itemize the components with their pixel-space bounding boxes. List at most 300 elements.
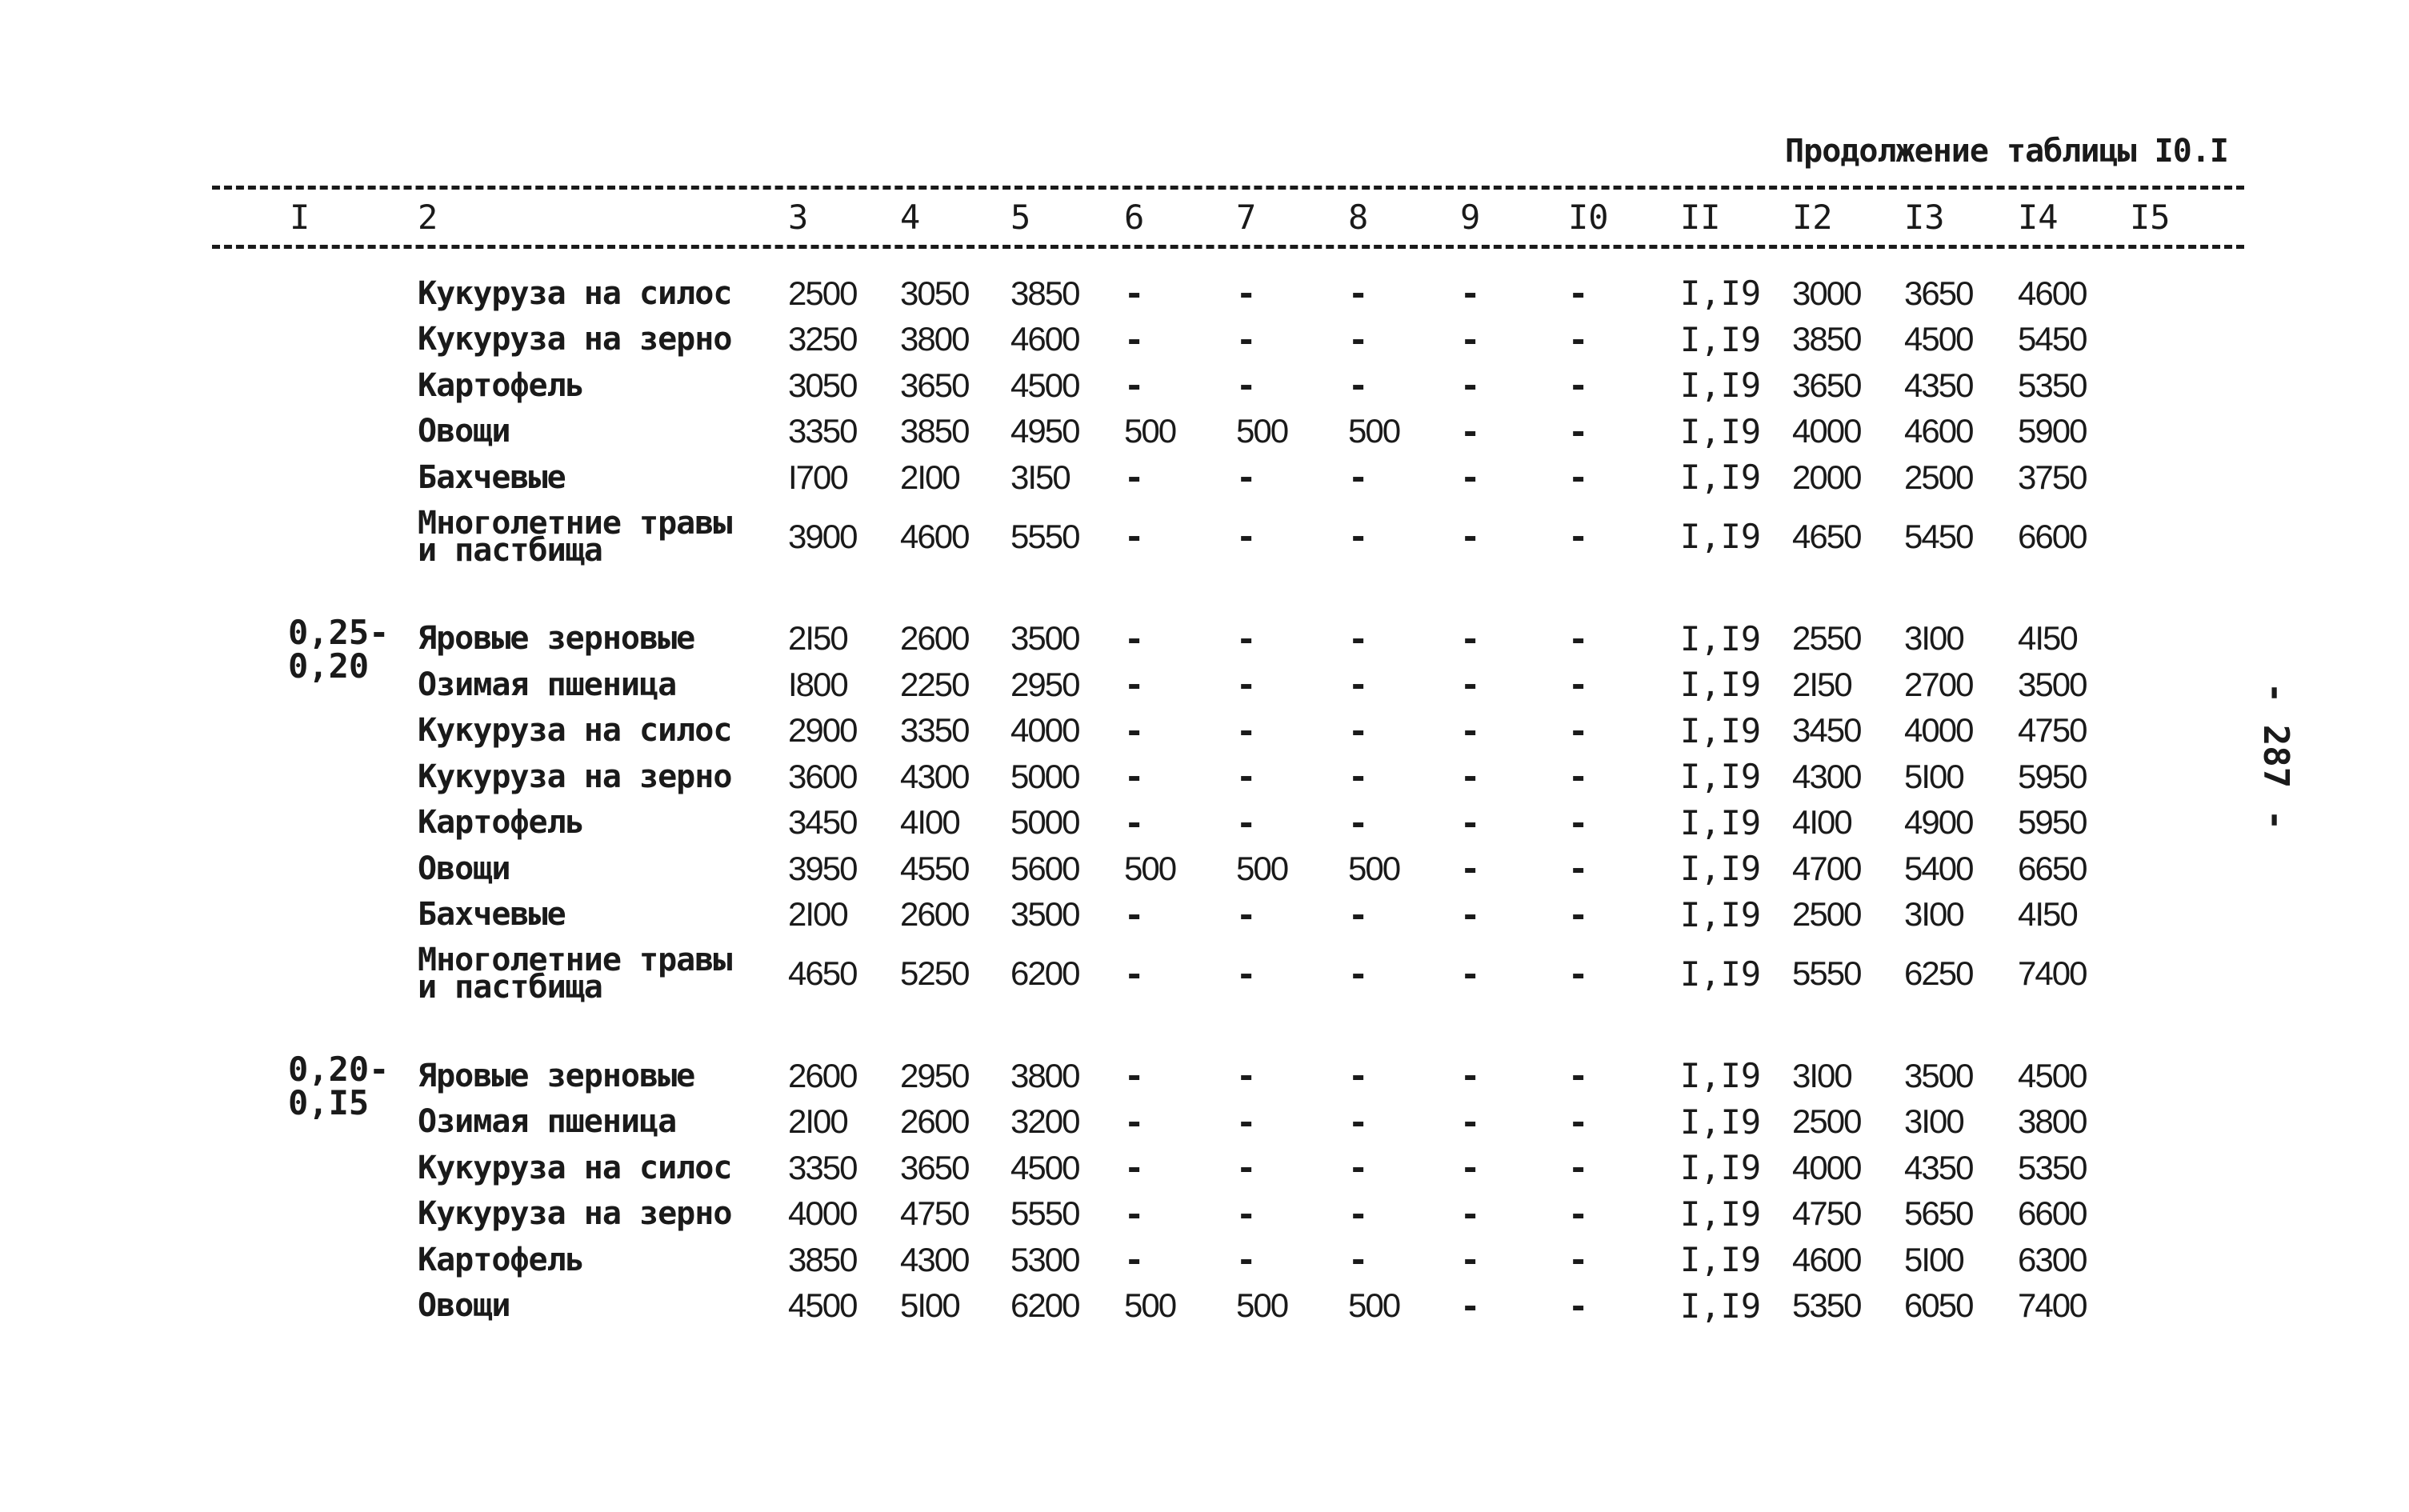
table-cell: 3800 <box>900 320 969 358</box>
table-row <box>0 362 2409 409</box>
table-cell: 5550 <box>1792 954 1861 992</box>
group-range-label: 0,20- 0,I5 <box>288 1050 390 1122</box>
table-cell: 3650 <box>1904 274 1973 312</box>
table-cell: - <box>1236 1102 1257 1142</box>
table-cell: 5000 <box>1010 803 1079 842</box>
table-cell: 2I00 <box>788 1102 847 1141</box>
crop-name-cell: Картофель <box>418 804 584 842</box>
table-cell: 4750 <box>2018 711 2087 750</box>
table-cell: 2500 <box>1792 895 1861 934</box>
table-cell: - <box>1460 1148 1481 1188</box>
crop-name-cell: Яровые зерновые <box>418 1057 695 1094</box>
table-cell: - <box>1348 366 1369 406</box>
table-cell: 3I00 <box>1904 619 1963 658</box>
table-cell: - <box>1460 1056 1481 1096</box>
table-cell: 6250 <box>1904 954 1973 992</box>
table-cell: 4I00 <box>1792 803 1851 842</box>
table-cell: - <box>1460 1286 1481 1326</box>
table-cell: - <box>1460 894 1481 934</box>
table-cell: - <box>1124 1240 1145 1280</box>
table-row <box>0 409 2409 455</box>
column-header: I4 <box>2018 198 2059 237</box>
crop-name-cell: Озимая пшеница <box>418 1103 677 1141</box>
crop-name-cell: Многолетние травы и пастбища <box>418 504 732 569</box>
table-cell: 3950 <box>788 849 857 887</box>
table-row <box>0 800 2409 846</box>
table-cell: 7400 <box>2018 1286 2087 1325</box>
table-cell: - <box>1236 1148 1257 1188</box>
table-cell: I,I9 <box>1680 618 1762 658</box>
table-header-row <box>0 195 2409 240</box>
table-cell: 6600 <box>2018 1194 2087 1233</box>
table-cell: 3350 <box>900 711 969 750</box>
table-cell: - <box>1124 319 1145 359</box>
table-cell: - <box>1236 1194 1257 1234</box>
table-row <box>0 1145 2409 1191</box>
crop-name-cell: Бахчевые <box>418 458 566 496</box>
table-cell: - <box>1236 757 1257 797</box>
table-cell: 5550 <box>1010 517 1079 555</box>
table-cell: 3000 <box>1792 274 1861 312</box>
crop-name-cell: Кукуруза на силос <box>418 1149 732 1186</box>
crop-name-cell: Овощи <box>418 413 510 450</box>
crop-name-cell: Картофель <box>418 1241 584 1278</box>
table-cell: 2950 <box>1010 665 1079 703</box>
table-cell: 500 <box>1348 849 1400 887</box>
table-cell: I,I9 <box>1680 665 1762 705</box>
table-row <box>0 454 2409 501</box>
table-cell: 2I50 <box>1792 665 1851 703</box>
table-cell: 2600 <box>900 619 969 658</box>
table-cell: - <box>1124 366 1145 406</box>
table-cell: 4500 <box>788 1286 857 1325</box>
column-header: 6 <box>1124 198 1145 237</box>
table-cell: - <box>1236 458 1257 498</box>
table-cell: - <box>1460 954 1481 994</box>
table-cell: - <box>1348 458 1369 498</box>
table-cell: 4000 <box>788 1194 857 1233</box>
table-cell: 5950 <box>2018 757 2087 795</box>
table-cell: 500 <box>1348 412 1400 450</box>
table-cell: - <box>1236 319 1257 359</box>
table-cell: 500 <box>1124 849 1176 887</box>
table-cell: I,I9 <box>1680 1240 1762 1280</box>
table-cell: 5I00 <box>900 1286 959 1325</box>
header-bottom-rule <box>212 245 2244 249</box>
crop-name-cell: Бахчевые <box>418 896 566 934</box>
table-cell: - <box>1124 1056 1145 1096</box>
table-cell: 500 <box>1236 849 1288 887</box>
table-cell: 4650 <box>1792 517 1861 555</box>
table-cell: 2I50 <box>788 619 847 658</box>
table-cell: I,I9 <box>1680 710 1762 750</box>
table-cell: - <box>1460 517 1481 556</box>
table-cell: - <box>1348 894 1369 934</box>
table-row <box>0 708 2409 754</box>
column-header: I <box>290 198 310 237</box>
column-header: 9 <box>1460 198 1481 237</box>
table-cell: - <box>1460 458 1481 498</box>
table-cell: I800 <box>788 665 847 703</box>
table-cell: - <box>1348 954 1369 994</box>
table-row <box>0 270 2409 317</box>
table-cell: 500 <box>1124 1286 1176 1325</box>
table-cell: 5000 <box>1010 757 1079 795</box>
table-cell: 4650 <box>788 954 857 992</box>
table-cell: 2500 <box>788 274 857 312</box>
table-cell: 4550 <box>900 849 969 887</box>
table-cell: 4I00 <box>900 803 959 842</box>
table-row <box>0 616 2409 662</box>
table-cell: 2000 <box>1792 458 1861 496</box>
table-cell: 4600 <box>1792 1240 1861 1278</box>
column-header: 3 <box>788 198 809 237</box>
table-cell: 5900 <box>2018 412 2087 450</box>
table-cell: 3500 <box>1904 1056 1973 1094</box>
table-row <box>0 662 2409 708</box>
table-row <box>0 1053 2409 1099</box>
table-cell: 4I50 <box>2018 619 2077 658</box>
table-cell: 4600 <box>900 517 969 555</box>
table-cell: 4500 <box>2018 1056 2087 1094</box>
column-header: 5 <box>1010 198 1031 237</box>
table-cell: - <box>1124 894 1145 934</box>
table-cell: - <box>1124 1194 1145 1234</box>
crop-name-cell: Кукуруза на зерно <box>418 1195 732 1233</box>
table-cell: 2550 <box>1792 619 1861 658</box>
table-cell: 4350 <box>1904 366 1973 404</box>
table-cell: - <box>1460 757 1481 797</box>
table-cell: 3I00 <box>1904 1102 1963 1141</box>
table-cell: 3500 <box>1010 895 1079 934</box>
table-cell: - <box>1460 1102 1481 1142</box>
table-cell: - <box>1124 1102 1145 1142</box>
table-cell: I,I9 <box>1680 894 1762 934</box>
column-header: 2 <box>418 198 438 237</box>
table-cell: - <box>1568 1056 1589 1096</box>
table-cell: - <box>1568 757 1589 797</box>
table-cell: 3650 <box>900 1148 969 1186</box>
column-header: I2 <box>1792 198 1833 237</box>
table-cell: - <box>1460 1240 1481 1280</box>
table-cell: 3250 <box>788 320 857 358</box>
table-cell: 4500 <box>1010 1148 1079 1186</box>
table-cell: - <box>1124 618 1145 658</box>
table-cell: 4500 <box>1010 366 1079 404</box>
table-cell: - <box>1124 710 1145 750</box>
table-cell: 4300 <box>1792 757 1861 795</box>
table-cell: 5350 <box>2018 1148 2087 1186</box>
table-cell: 3850 <box>1010 274 1079 312</box>
crop-name-cell: Овощи <box>418 850 510 887</box>
table-cell: - <box>1460 366 1481 406</box>
table-row <box>0 1191 2409 1238</box>
table-cell: - <box>1568 849 1589 889</box>
table-cell: 5600 <box>1010 849 1079 887</box>
table-cell: I,I9 <box>1680 319 1762 359</box>
table-cell: 3650 <box>1792 366 1861 404</box>
table-cell: - <box>1348 517 1369 556</box>
table-cell: 2950 <box>900 1056 969 1094</box>
table-cell: 5550 <box>1010 1194 1079 1233</box>
table-cell: 4750 <box>900 1194 969 1233</box>
table-cell: 4900 <box>1904 803 1973 842</box>
group-range-label: 0,25- 0,20 <box>288 612 390 686</box>
table-cell: - <box>1568 1240 1589 1280</box>
table-cell: 5250 <box>900 954 969 992</box>
table-cell: 2I00 <box>788 895 847 934</box>
table-cell: 5300 <box>1010 1240 1079 1278</box>
crop-name-cell: Многолетние травы и пастбища <box>418 942 732 1006</box>
table-cell: 6300 <box>2018 1240 2087 1278</box>
table-cell: - <box>1236 665 1257 705</box>
table-cell: 5650 <box>1904 1194 1973 1233</box>
table-cell: I,I9 <box>1680 757 1762 797</box>
table-cell: - <box>1236 710 1257 750</box>
table-cell: 5I00 <box>1904 1240 1963 1278</box>
table-cell: 3600 <box>788 757 857 795</box>
row-group <box>0 612 2409 1010</box>
table-cell: 3I00 <box>1792 1056 1851 1094</box>
table-cell: 2600 <box>788 1056 857 1094</box>
table-cell: 5350 <box>1792 1286 1861 1325</box>
table-cell: - <box>1348 757 1369 797</box>
table-cell: - <box>1568 1148 1589 1188</box>
table-cell: - <box>1348 618 1369 658</box>
table-cell: - <box>1568 1102 1589 1142</box>
table-cell: - <box>1568 802 1589 842</box>
table-cell: - <box>1460 274 1481 314</box>
table-cell: 5450 <box>2018 320 2087 358</box>
table-cell: 2700 <box>1904 665 1973 703</box>
table-cell: - <box>1124 665 1145 705</box>
table-cell: I,I9 <box>1680 1148 1762 1188</box>
table-caption: Продолжение таблицы I0.I <box>1785 133 2228 170</box>
table-cell: 3850 <box>1792 320 1861 358</box>
table-cell: - <box>1124 954 1145 994</box>
table-cell: - <box>1568 618 1589 658</box>
table-cell: 6600 <box>2018 517 2087 555</box>
table-cell: 3850 <box>788 1240 857 1278</box>
table-row <box>0 317 2409 363</box>
table-cell: I700 <box>788 458 847 496</box>
table-cell: - <box>1568 366 1589 406</box>
table-cell: - <box>1460 411 1481 451</box>
table-cell: 3I00 <box>1904 895 1963 934</box>
table-cell: 500 <box>1124 412 1176 450</box>
table-cell: - <box>1568 1194 1589 1234</box>
table-cell: - <box>1348 802 1369 842</box>
table-cell: 3350 <box>788 1148 857 1186</box>
table-row <box>0 1237 2409 1283</box>
table-cell: - <box>1236 274 1257 314</box>
table-cell: - <box>1568 894 1589 934</box>
column-header: I3 <box>1904 198 1945 237</box>
table-cell: I,I9 <box>1680 802 1762 842</box>
table-cell: - <box>1460 1194 1481 1234</box>
table-cell: - <box>1124 1148 1145 1188</box>
table-cell: - <box>1460 849 1481 889</box>
column-header: I5 <box>2130 198 2171 237</box>
table-cell: 6050 <box>1904 1286 1973 1325</box>
table-cell: - <box>1348 1194 1369 1234</box>
table-cell: 6200 <box>1010 954 1079 992</box>
table-body <box>0 270 2409 1329</box>
table-cell: - <box>1568 411 1589 451</box>
table-cell: 3050 <box>788 366 857 404</box>
crop-name-cell: Озимая пшеница <box>418 666 677 703</box>
table-cell: 5450 <box>1904 517 1973 555</box>
table-cell: - <box>1236 1240 1257 1280</box>
table-cell: I,I9 <box>1680 366 1762 406</box>
table-cell: 2600 <box>900 895 969 934</box>
table-cell: 4300 <box>900 1240 969 1278</box>
crop-name-cell: Картофель <box>418 366 584 404</box>
table-cell: I,I9 <box>1680 1102 1762 1142</box>
table-cell: 3800 <box>1010 1056 1079 1094</box>
table-cell: - <box>1568 665 1589 705</box>
table-cell: 3I50 <box>1010 458 1070 496</box>
table-cell: - <box>1568 274 1589 314</box>
table-cell: 2I00 <box>900 458 959 496</box>
table-cell: 4350 <box>1904 1148 1973 1186</box>
table-cell: 4I50 <box>2018 895 2077 934</box>
table-cell: 4600 <box>1904 412 1973 450</box>
table-cell: 4600 <box>2018 274 2087 312</box>
page-number <box>2252 676 2300 836</box>
table-cell: 3450 <box>1792 711 1861 750</box>
table-cell: - <box>1348 1148 1369 1188</box>
table-cell: - <box>1568 1286 1589 1326</box>
table-cell: - <box>1348 710 1369 750</box>
table-cell: I,I9 <box>1680 1194 1762 1234</box>
table-row <box>0 754 2409 800</box>
table-cell: I,I9 <box>1680 1056 1762 1096</box>
table-cell: 3850 <box>900 412 969 450</box>
table-row <box>0 1099 2409 1146</box>
table-cell: 4000 <box>1010 711 1079 750</box>
table-cell: - <box>1348 1102 1369 1142</box>
table-cell: - <box>1460 618 1481 658</box>
table-cell: I,I9 <box>1680 274 1762 314</box>
table-cell: - <box>1568 710 1589 750</box>
table-cell: - <box>1236 802 1257 842</box>
table-cell: - <box>1236 366 1257 406</box>
table-cell: 3750 <box>2018 458 2087 496</box>
table-cell: 3450 <box>788 803 857 842</box>
table-cell: 500 <box>1236 412 1288 450</box>
crop-name-cell: Яровые зерновые <box>418 620 695 658</box>
table-cell: 4000 <box>1792 412 1861 450</box>
table-cell: - <box>1460 319 1481 359</box>
header-top-rule <box>212 186 2244 190</box>
table-cell: - <box>1460 665 1481 705</box>
table-cell: 5400 <box>1904 849 1973 887</box>
table-row <box>0 892 2409 938</box>
row-group <box>0 1050 2409 1329</box>
table-cell: 2500 <box>1904 458 1973 496</box>
table-cell: - <box>1460 710 1481 750</box>
table-cell: 7400 <box>2018 954 2087 992</box>
table-cell: 3800 <box>2018 1102 2087 1141</box>
table-cell: - <box>1236 517 1257 556</box>
table-cell: 500 <box>1236 1286 1288 1325</box>
crop-name-cell: Кукуруза на зерно <box>418 321 732 358</box>
table-row <box>0 846 2409 892</box>
table-cell: 2250 <box>900 665 969 703</box>
table-cell: 5I00 <box>1904 757 1963 795</box>
table-cell: 4750 <box>1792 1194 1861 1233</box>
crop-name-cell: Кукуруза на зерно <box>418 758 732 795</box>
table-cell: 2500 <box>1792 1102 1861 1141</box>
table-cell: - <box>1568 954 1589 994</box>
crop-name-cell: Кукуруза на силос <box>418 274 732 312</box>
table-cell: - <box>1124 274 1145 314</box>
column-header: I0 <box>1568 198 1609 237</box>
table-cell: I,I9 <box>1680 517 1762 556</box>
column-header: II <box>1680 198 1721 237</box>
table-cell: - <box>1124 517 1145 556</box>
table-row <box>0 1283 2409 1330</box>
table-cell: - <box>1236 954 1257 994</box>
table-cell: 3200 <box>1010 1102 1079 1141</box>
table-cell: 4950 <box>1010 412 1079 450</box>
table-cell: - <box>1236 618 1257 658</box>
table-cell: 4300 <box>900 757 969 795</box>
table-cell: - <box>1348 665 1369 705</box>
table-cell: - <box>1348 1056 1369 1096</box>
table-cell: 3900 <box>788 517 857 555</box>
table-cell: - <box>1568 517 1589 556</box>
table-cell: - <box>1568 319 1589 359</box>
table-cell: - <box>1568 458 1589 498</box>
table-cell: 4000 <box>1904 711 1973 750</box>
table-cell: - <box>1348 1240 1369 1280</box>
table-cell: - <box>1124 458 1145 498</box>
table-cell: 4700 <box>1792 849 1861 887</box>
table-cell: 6650 <box>2018 849 2087 887</box>
table-cell: 2600 <box>900 1102 969 1141</box>
column-header: 8 <box>1348 198 1369 237</box>
table-cell: 3650 <box>900 366 969 404</box>
table-row <box>0 938 2409 1010</box>
table-cell: I,I9 <box>1680 458 1762 498</box>
page-number-text: - 287 - <box>2255 682 2297 830</box>
table-cell: 3500 <box>1010 619 1079 658</box>
table-cell: - <box>1348 319 1369 359</box>
crop-name-cell: Кукуруза на силос <box>418 712 732 750</box>
crop-name-cell: Овощи <box>418 1287 510 1325</box>
table-cell: 5950 <box>2018 803 2087 842</box>
table-cell: I,I9 <box>1680 411 1762 451</box>
column-header: 4 <box>900 198 921 237</box>
column-header: 7 <box>1236 198 1257 237</box>
table-row <box>0 501 2409 573</box>
table-cell: 3050 <box>900 274 969 312</box>
table-cell: - <box>1124 802 1145 842</box>
table-cell: 500 <box>1348 1286 1400 1325</box>
table-cell: I,I9 <box>1680 954 1762 994</box>
table-cell: 2900 <box>788 711 857 750</box>
table-cell: 4600 <box>1010 320 1079 358</box>
table-cell: 3350 <box>788 412 857 450</box>
table-cell: I,I9 <box>1680 1286 1762 1326</box>
table-cell: I,I9 <box>1680 849 1762 889</box>
table-cell: - <box>1236 894 1257 934</box>
table-cell: 4000 <box>1792 1148 1861 1186</box>
table-cell: 3500 <box>2018 665 2087 703</box>
table-cell: 6200 <box>1010 1286 1079 1325</box>
